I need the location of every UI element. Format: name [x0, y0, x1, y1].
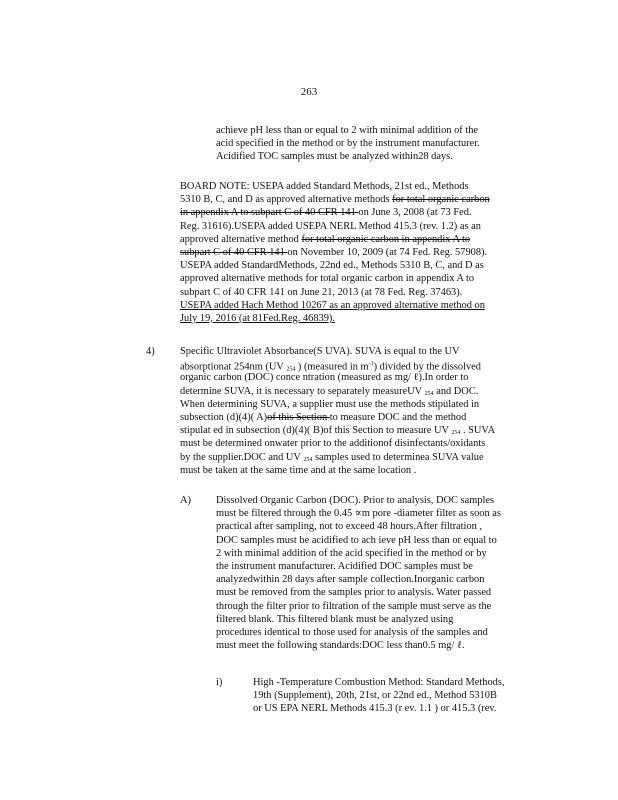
text-run: ) divided by the dissolved	[373, 361, 481, 373]
text-line: filtered blank. This filtered blank must be analyzed using	[216, 613, 454, 625]
subsection-a-text	[216, 494, 501, 652]
section-4-text	[180, 345, 495, 477]
superscript: -1	[368, 361, 374, 368]
text-run: subsection (d)(4)( A)	[180, 411, 268, 423]
text-line: High -Temperature Combustion Method: Standard Methods,	[253, 677, 505, 688]
text-line: analyzedwithin 28 days after sample collection.Inorganic carbon	[216, 574, 485, 586]
text-line: the instrument manufacturer. Acidified DOC samples must be	[216, 560, 473, 572]
text-line: BOARD NOTE: USEPA added Standard Methods, 21st ed., Methods	[180, 181, 469, 192]
text-line	[180, 451, 495, 464]
text-run: determine SUVA, it is necessary to separately measureUV	[180, 385, 425, 397]
section-4-label: 4)	[146, 346, 155, 357]
text-line: must be filtered through the 0.45 ∝m pore -diameter filter as soon as	[216, 508, 501, 520]
intro-paragraph	[216, 124, 480, 164]
text-line: 19th (Supplement), 20th, 21st, or 22nd ed., Method 5310B	[253, 690, 497, 702]
text-line: must meet the following standards:DOC less than0.5 mg/ ℓ.	[216, 640, 465, 652]
text-line	[180, 385, 495, 398]
text-run: by the supplier.DOC and UV	[180, 451, 304, 463]
text-run: ) (measured in m	[295, 361, 369, 373]
text-line	[180, 358, 495, 371]
text-run: stipulat ed in subsection (d)(4)( B)of this Section to measure UV	[180, 425, 452, 437]
text-line	[180, 424, 495, 437]
text-line	[180, 246, 490, 259]
struck-text: of this Section	[267, 411, 330, 423]
text-line: USEPA added StandardMethods, 22nd ed., Methods 5310 B, C, and D as	[180, 260, 484, 272]
text-line: DOC samples must be acidified to ach ieve pH less than or equal to	[216, 534, 497, 546]
text-run: samples used to determinea SUVA value	[312, 451, 484, 463]
text-line: must be removed from the samples prior to analysis. Water passed	[216, 587, 492, 599]
text-run: on June 3, 2008 (at 73 Fed.	[358, 207, 472, 219]
text-run: and DOC.	[433, 385, 479, 397]
page-number: 263	[300, 86, 318, 98]
subsection-a-label: A)	[180, 495, 191, 506]
struck-text: subpart C of 40 CFR 141	[180, 246, 288, 258]
struck-text: for total organic carbon in appendix A to	[301, 233, 471, 245]
underlined-text-line: July 19, 2016 (at 81Fed.Reg. 46839).	[180, 312, 335, 324]
text-line: When determining SUVA, a supplier must use the methods stipulated in	[180, 398, 480, 410]
text-line: acid specified in the method or by the instrument manufacturer.	[216, 138, 480, 150]
text-line	[180, 193, 490, 206]
text-run: absorptionat 254nm (UV	[180, 361, 287, 373]
board-note	[180, 180, 490, 325]
text-line: achieve pH less than or equal to 2 with minimal addition of the	[216, 125, 479, 136]
subscript: 254	[424, 390, 434, 397]
struck-text: for total organic carbon	[392, 194, 490, 206]
text-run: on November 10, 2009 (at 74 Fed. Reg. 57908).	[287, 246, 488, 258]
text-line: practical after sampling, not to exceed 48 hours.After filtration ,	[216, 521, 483, 533]
item-i-label: i)	[216, 677, 223, 688]
text-line: must be determined onwater prior to the additionof disinfectants/oxidants	[180, 438, 486, 450]
text-line: procedures identical to those used for analysis of the samples and	[216, 626, 488, 638]
text-line	[180, 411, 495, 424]
struck-text: in appendix A to subpart C of 40 CFR 141	[180, 207, 359, 219]
text-run: approved alternative method	[180, 233, 302, 245]
subscript: 254	[286, 366, 296, 373]
subscript: 254	[303, 456, 313, 463]
text-line: Dissolved Organic Carbon (DOC). Prior to analysis, DOC samples	[216, 495, 495, 506]
text-run: 5310 B, C, and D as approved alternative methods	[180, 194, 393, 206]
text-line: subpart C of 40 CFR 141 on June 21, 2013 (at 78 Fed. Reg. 37463).	[180, 286, 463, 298]
text-run: . SUVA	[460, 425, 496, 437]
underlined-text-line: USEPA added Hach Method 10267 as an approved alternative method on	[180, 299, 485, 311]
text-line	[180, 206, 490, 219]
text-line: 2 with minimal addition of the acid specified in the method or by	[216, 547, 487, 559]
text-line: or US EPA NERL Methods 415.3 (r ev. 1.1 ) or 415.3 (rev.	[253, 703, 497, 715]
text-line: must be taken at the same time and at the same location .	[180, 464, 417, 476]
text-line: Reg. 31616).USEPA added USEPA NERL Method 415.3 (rev. 1.2) as an	[180, 220, 481, 232]
text-line	[180, 233, 490, 246]
text-line: Specific Ultraviolet Absorbance(S UVA). SUVA is equal to the UV	[180, 346, 460, 357]
subscript: 254	[451, 430, 461, 437]
text-run: to measure DOC and the method	[329, 411, 467, 423]
text-line: Acidified TOC samples must be analyzed within28 days.	[216, 151, 453, 163]
text-line: organic carbon (DOC) conce ntration (measured as mg/ ℓ).In order to	[180, 372, 469, 384]
item-i-text	[253, 676, 505, 716]
text-line: approved alternative methods for total organic carbon in appendix A to	[180, 273, 475, 285]
text-line: through the filter prior to filtration of the sample must serve as the	[216, 600, 492, 612]
